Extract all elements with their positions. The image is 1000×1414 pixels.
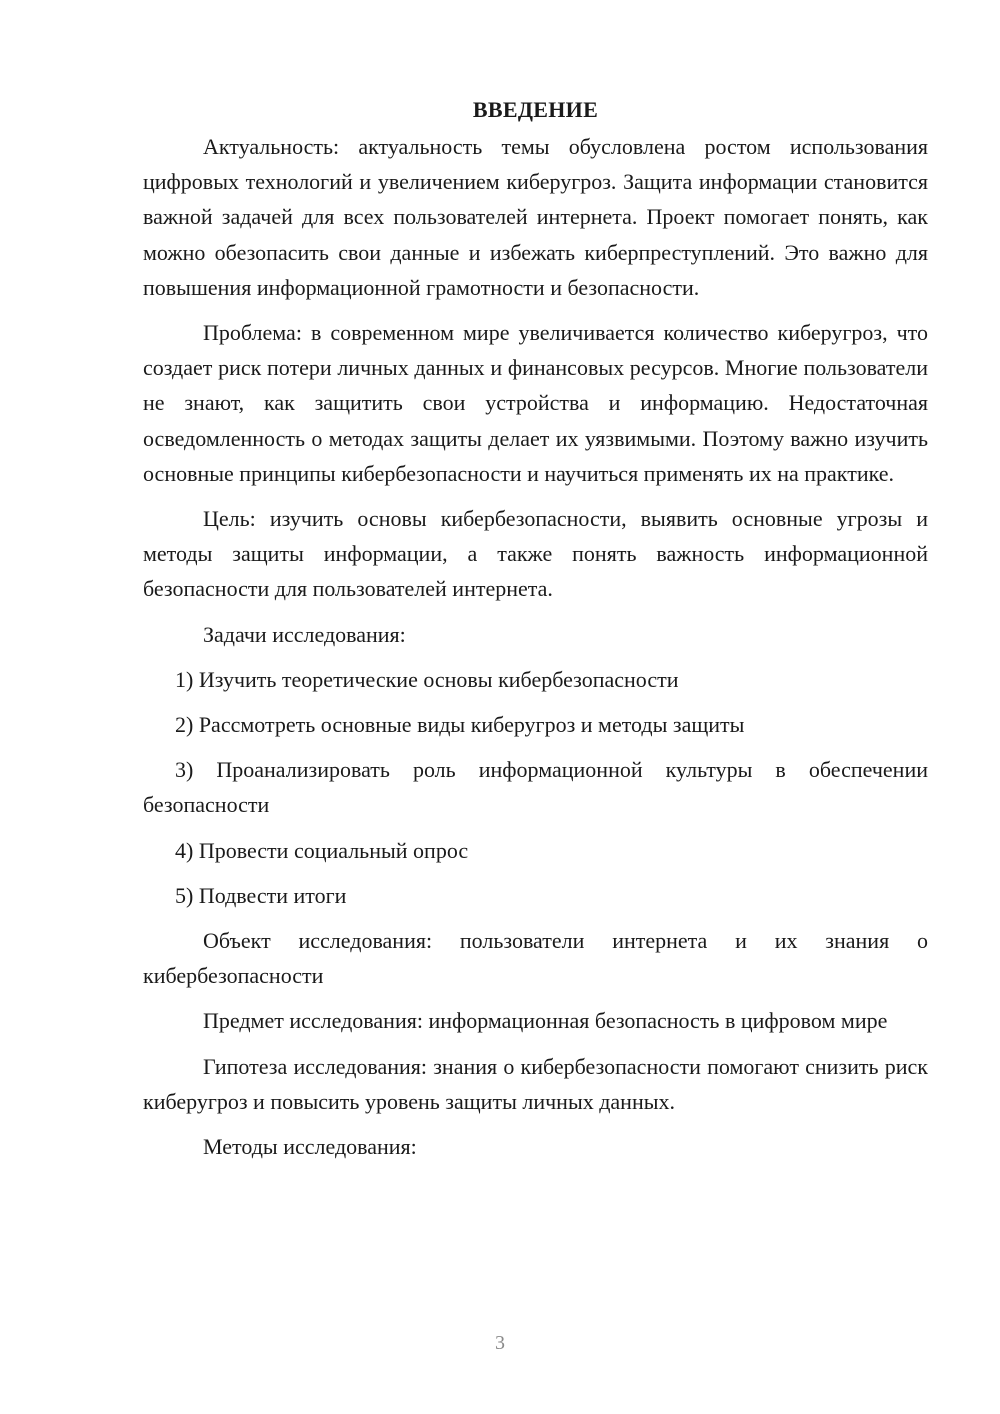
task-item: 4) Провести социальный опрос — [175, 837, 469, 863]
methods-header: Методы исследования: — [203, 1134, 417, 1160]
page-content — [143, 92, 928, 1174]
task-item: 3) Проанализировать роль информационной культуры в обеспечении безопасности — [143, 757, 928, 818]
task-item: 2) Рассмотреть основные виды киберугроз и методы защиты — [175, 712, 745, 738]
paragraph-hypothesis: Гипотеза исследования: знания о кибербезопасности помогают снизить риск киберугроз и повысить уровень защиты личных данных. — [143, 1053, 928, 1114]
tasks-header: Задачи исследования: — [203, 621, 406, 647]
task-item: 1) Изучить теоретические основы кибербезопасности — [175, 666, 679, 692]
section-title: ВВЕДЕНИЕ — [472, 97, 599, 122]
paragraph-object: Объект исследования: пользователи интернета и их знания о кибербезопасности — [143, 928, 928, 989]
paragraph-goal: Цель: изучить основы кибербезопасности, выявить основные угрозы и методы защиты информации, а также понять важность информационной безопасности для пользователей интернета. — [143, 506, 928, 602]
paragraph-relevance: Актуальность: актуальность темы обусловлена ростом использования цифровых технологий и увеличением киберугроз. Защита информации становится важной задачей для всех пользователей интернета. Проект помогает понять, как можно обезопасить свои данные и избежать киберпреступлений. Это важно для повышения информационной грамотности и безопасности. — [143, 134, 928, 300]
page-number: 3 — [495, 1332, 505, 1354]
paragraph-problem: Проблема: в современном мире увеличивается количество киберугроз, что создает риск потери личных данных и финансовых ресурсов. Многие пользователи не знают, как защитить свои устройства и информацию. Недостаточная осведомленность о методах защиты делает их уязвимыми. Поэтому важно изучить основные принципы кибербезопасности и научиться применять их на практике. — [143, 320, 928, 486]
paragraph-subject: Предмет исследования: информационная безопасность в цифровом мире — [203, 1008, 888, 1034]
task-item: 5) Подвести итоги — [175, 882, 347, 908]
